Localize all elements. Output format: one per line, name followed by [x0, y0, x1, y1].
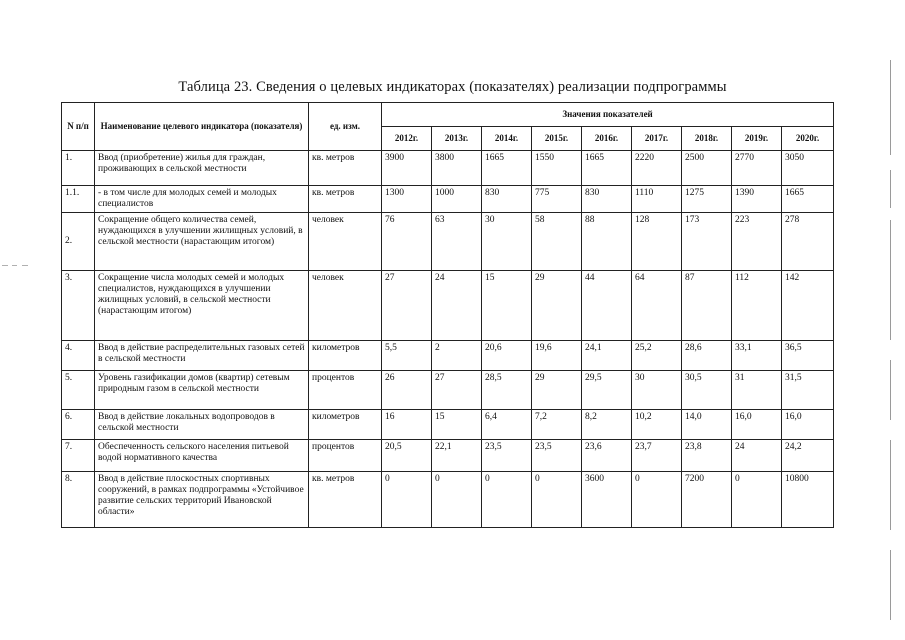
header-year: 2012г. [382, 127, 432, 151]
table-row [62, 186, 834, 213]
header-year: 2013г. [432, 127, 482, 151]
row-number: 5. [62, 371, 95, 410]
table-row [62, 472, 834, 528]
row-value: 76 [382, 213, 432, 271]
row-value: 142 [782, 271, 834, 341]
row-value: 1665 [782, 186, 834, 213]
row-unit: кв. метров [309, 151, 382, 186]
row-value: 88 [582, 213, 632, 271]
row-value: 23,6 [582, 440, 632, 472]
header-num: N п/п [62, 103, 95, 151]
row-value: 0 [482, 472, 532, 528]
row-value: 0 [632, 472, 682, 528]
row-value: 830 [482, 186, 532, 213]
header-year: 2016г. [582, 127, 632, 151]
row-value: 15 [432, 410, 482, 440]
row-value: 278 [782, 213, 834, 271]
row-value: 24 [732, 440, 782, 472]
row-value: 16,0 [782, 410, 834, 440]
row-value: 15 [482, 271, 532, 341]
header-year: 2017г. [632, 127, 682, 151]
row-indicator-name: Ввод в действие локальных водопроводов в сельской местности [95, 410, 309, 440]
row-value: 10,2 [632, 410, 682, 440]
row-value: 2770 [732, 151, 782, 186]
row-indicator-name: Сокращение общего количества семей, нуждающихся в улучшении жилищных условий, в сельской местности (нарастающим итогом) [95, 213, 309, 271]
row-number: 3. [62, 271, 95, 341]
row-value: 112 [732, 271, 782, 341]
row-value: 223 [732, 213, 782, 271]
indicators-table [61, 102, 834, 528]
row-value: 24 [432, 271, 482, 341]
row-unit: кв. метров [309, 186, 382, 213]
header-year: 2015г. [532, 127, 582, 151]
row-value: 2 [432, 341, 482, 371]
row-value: 1390 [732, 186, 782, 213]
row-number: 1. [62, 151, 95, 186]
row-value: 1665 [582, 151, 632, 186]
table-row [62, 213, 834, 271]
row-value: 1300 [382, 186, 432, 213]
row-value: 3900 [382, 151, 432, 186]
row-value: 30,5 [682, 371, 732, 410]
header-unit: ед. изм. [309, 103, 382, 151]
row-unit: кв. метров [309, 472, 382, 528]
row-value: 23,7 [632, 440, 682, 472]
table-row [62, 341, 834, 371]
row-value: 26 [382, 371, 432, 410]
row-indicator-name: Сокращение числа молодых семей и молодых специалистов, нуждающихся в улучшении жилищных условий, в сельской местности (нарастающим итогом) [95, 271, 309, 341]
row-value: 0 [432, 472, 482, 528]
row-value: 27 [432, 371, 482, 410]
row-value: 3050 [782, 151, 834, 186]
row-value: 1550 [532, 151, 582, 186]
row-value: 87 [682, 271, 732, 341]
row-value: 2220 [632, 151, 682, 186]
row-value: 28,6 [682, 341, 732, 371]
row-value: 44 [582, 271, 632, 341]
row-value: 31,5 [782, 371, 834, 410]
row-value: 29 [532, 271, 582, 341]
header-values-group: Значения показателей [382, 103, 834, 127]
table-row [62, 271, 834, 341]
row-value: 19,6 [532, 341, 582, 371]
row-unit: процентов [309, 440, 382, 472]
row-value: 16 [382, 410, 432, 440]
row-value: 20,5 [382, 440, 432, 472]
scan-left-marks [0, 265, 40, 268]
row-value: 1275 [682, 186, 732, 213]
row-value: 173 [682, 213, 732, 271]
row-indicator-name: Ввод (приобретение) жилья для граждан, проживающих в сельской местности [95, 151, 309, 186]
row-indicator-name: - в том числе для молодых семей и молодых специалистов [95, 186, 309, 213]
row-unit: километров [309, 341, 382, 371]
row-value: 3600 [582, 472, 632, 528]
row-value: 24,2 [782, 440, 834, 472]
table-row [62, 151, 834, 186]
row-value: 63 [432, 213, 482, 271]
row-value: 128 [632, 213, 682, 271]
row-value: 23,8 [682, 440, 732, 472]
row-value: 7200 [682, 472, 732, 528]
row-value: 830 [582, 186, 632, 213]
row-value: 1665 [482, 151, 532, 186]
row-unit: процентов [309, 371, 382, 410]
row-unit: человек [309, 271, 382, 341]
row-value: 5,5 [382, 341, 432, 371]
scan-edge-marks [884, 60, 898, 630]
row-value: 1110 [632, 186, 682, 213]
row-value: 23,5 [532, 440, 582, 472]
header-year: 2018г. [682, 127, 732, 151]
row-value: 7,2 [532, 410, 582, 440]
row-value: 31 [732, 371, 782, 410]
table-row [62, 371, 834, 410]
row-value: 29 [532, 371, 582, 410]
row-indicator-name: Обеспеченность сельского населения питьевой водой нормативного качества [95, 440, 309, 472]
row-value: 64 [632, 271, 682, 341]
row-value: 6,4 [482, 410, 532, 440]
row-value: 10800 [782, 472, 834, 528]
row-value: 24,1 [582, 341, 632, 371]
row-unit: километров [309, 410, 382, 440]
row-value: 30 [632, 371, 682, 410]
row-indicator-name: Ввод в действие распределительных газовых сетей в сельской местности [95, 341, 309, 371]
header-year: 2014г. [482, 127, 532, 151]
row-number: 4. [62, 341, 95, 371]
row-indicator-name: Уровень газификации домов (квартир) сетевым природным газом в сельской местности [95, 371, 309, 410]
row-value: 1000 [432, 186, 482, 213]
table-row [62, 410, 834, 440]
row-value: 775 [532, 186, 582, 213]
row-number: 8. [62, 472, 95, 528]
row-value: 29,5 [582, 371, 632, 410]
row-value: 0 [732, 472, 782, 528]
row-value: 30 [482, 213, 532, 271]
row-value: 23,5 [482, 440, 532, 472]
row-number: 6. [62, 410, 95, 440]
row-value: 0 [382, 472, 432, 528]
row-value: 16,0 [732, 410, 782, 440]
row-value: 20,6 [482, 341, 532, 371]
row-number: 2. [62, 213, 95, 271]
header-year: 2019г. [732, 127, 782, 151]
row-value: 58 [532, 213, 582, 271]
row-value: 8,2 [582, 410, 632, 440]
row-value: 28,5 [482, 371, 532, 410]
row-value: 36,5 [782, 341, 834, 371]
row-unit: человек [309, 213, 382, 271]
row-value: 22,1 [432, 440, 482, 472]
row-value: 14,0 [682, 410, 732, 440]
table-title: Таблица 23. Сведения о целевых индикаторах (показателях) реализации подпрограммы [178, 79, 727, 95]
row-value: 3800 [432, 151, 482, 186]
row-number: 7. [62, 440, 95, 472]
row-value: 33,1 [732, 341, 782, 371]
row-indicator-name: Ввод в действие плоскостных спортивных сооружений, в рамках подпрограммы «Устойчивое развитие сельских территорий Ивановской области» [95, 472, 309, 528]
header-year: 2020г. [782, 127, 834, 151]
row-value: 27 [382, 271, 432, 341]
table-row [62, 440, 834, 472]
row-number: 1.1. [62, 186, 95, 213]
row-value: 0 [532, 472, 582, 528]
row-value: 2500 [682, 151, 732, 186]
row-value: 25,2 [632, 341, 682, 371]
header-name: Наименование целевого индикатора (показателя) [95, 103, 309, 151]
